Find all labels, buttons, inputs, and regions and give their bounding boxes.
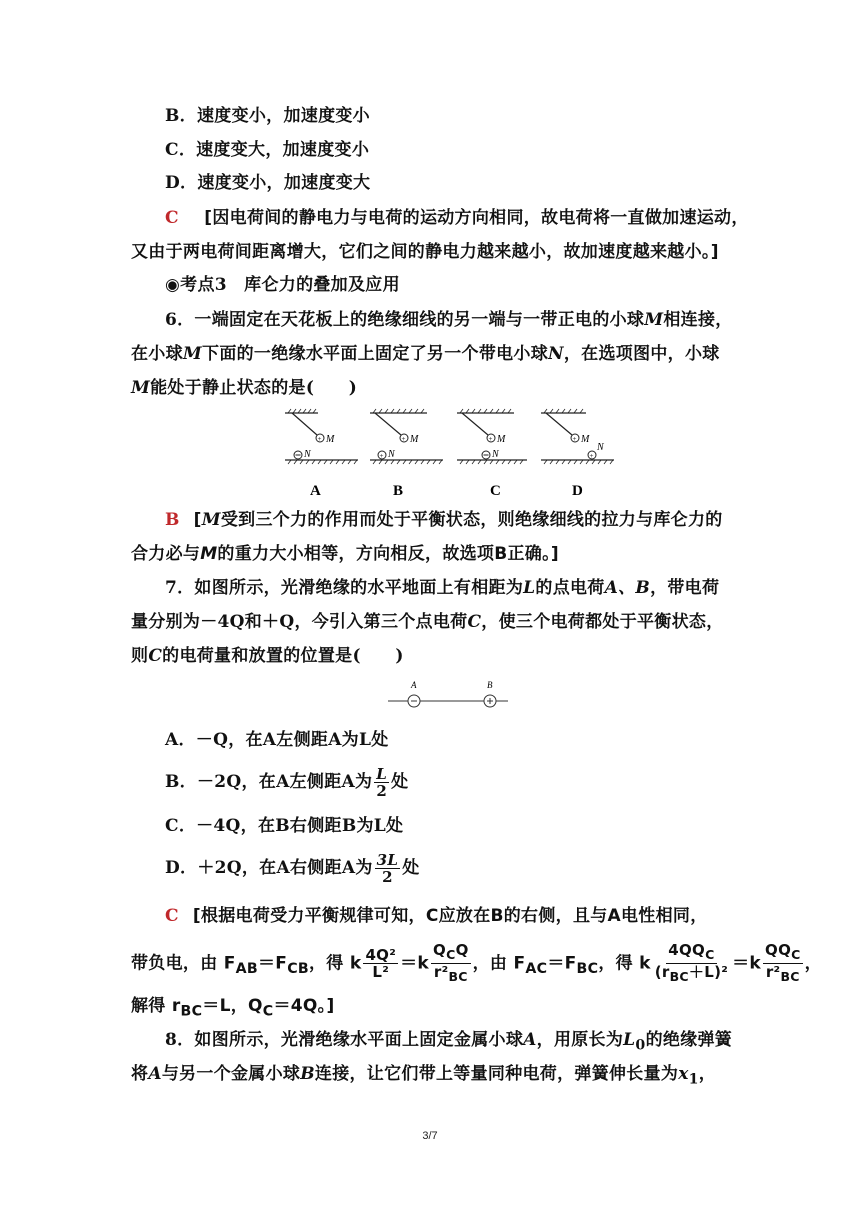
section-marker-icon: ◉ <box>165 275 181 295</box>
svg-text:N: N <box>492 449 499 460</box>
q6-explanation-line1: B [M受到三个力的作用而处于平衡状态，则绝缘细线的拉力与库仑力的 <box>165 510 723 530</box>
q5-explanation-line1: C [因电荷间的静电力与电荷的运动方向相同，故电荷将一直做加速运动， <box>165 208 749 228</box>
svg-text:+: + <box>317 435 322 443</box>
q7-stem-line2: 量分别为－4Q和＋Q，今引入第三个点电荷C，使三个电荷都处于平衡状态， <box>131 612 724 632</box>
svg-text:N: N <box>388 449 395 460</box>
q7-option-a: A．－Q，在A左侧距A为L处 <box>165 730 389 750</box>
q8-stem-line1: 8．如图所示，光滑绝缘水平面上固定金属小球A，用原长为$L_0$的绝缘弹簧 <box>165 1030 733 1054</box>
q6-options-figure <box>280 405 620 505</box>
svg-text:+: + <box>589 452 594 460</box>
q8-stem-line2: 将A与另一个金属小球B连接，让它们带上等量同种电荷，弹簧伸长量为$x_1$， <box>131 1064 717 1088</box>
q6-stem-line2: 在小球M下面的一绝缘水平面上固定了另一个带电小球N，在选项图中，小球 <box>131 344 720 364</box>
svg-text:+: + <box>401 435 406 443</box>
svg-text:M: M <box>497 434 506 445</box>
q7-option-d: D．＋2Q，在A右侧距A为 $\frac{3L}{2}$ 处 <box>165 851 420 886</box>
svg-text:M: M <box>581 434 590 445</box>
q5-answer: C <box>165 208 179 228</box>
q7-answer: C <box>165 906 179 926</box>
q6-label-a: A <box>310 483 321 499</box>
q5-option-d: D．速度变小，加速度变大 <box>165 173 371 193</box>
q7-figure <box>380 676 520 716</box>
q6-figure-a <box>285 409 358 464</box>
svg-text:N: N <box>597 442 604 453</box>
svg-text:M: M <box>410 434 419 445</box>
q6-stem-line1: 6．一端固定在天花板上的绝缘细线的另一端与一带正电的小球M相连接， <box>165 310 733 330</box>
q5-option-b: B．速度变小，加速度变小 <box>165 106 370 126</box>
section-heading: ◉考点3 库仑力的叠加及应用 <box>165 275 400 295</box>
q6-explanation-line2: 合力必与M的重力大小相等，方向相反，故选项B正确。] <box>131 544 559 564</box>
svg-text:+: + <box>379 452 384 460</box>
q6-label-c: C <box>490 483 501 499</box>
q7-explanation-line1: C [根据电荷受力平衡规律可知，C应放在B的右侧，且与A电性相同， <box>165 906 708 926</box>
q7-option-b: B．－2Q，在A左侧距A为 $\frac{L}{2}$ 处 <box>165 765 409 800</box>
q6-figure-b <box>370 409 443 464</box>
svg-text:M: M <box>326 434 335 445</box>
q7-explanation-line2: 带负电，由 $F_{AB}=F_{CB}$，得 k $\frac{\text{4Q²}}{\text{L²}}$ ＝k $\frac{Q_CQ}{r^2_{BC}}$ ，由 $F_{AC}=F_{BC}$，得 k $\frac{4QQ_C}{(r_{BC}+L)^2}$ ＝k $\frac{QQ_C}{r^2_{BC}}$ ， <box>131 941 822 984</box>
q6-label-d: D <box>572 483 583 499</box>
q7-stem-line3: 则C的电荷量和放置的位置是( ) <box>131 646 404 666</box>
q6-figure-d <box>541 409 614 464</box>
q7-stem-line1: 7．如图所示，光滑绝缘的水平地面上有相距为L的点电荷A、B，带电荷 <box>165 578 720 598</box>
svg-text:B: B <box>487 680 493 690</box>
page-number: 3/7 <box>422 1130 438 1142</box>
svg-text:+: + <box>488 435 493 443</box>
q6-figure-c <box>457 409 527 464</box>
q7-explanation-line3: 解得 $r_{BC}=L$，$Q_C=4Q$。] <box>131 996 335 1020</box>
q7-option-c: C．－4Q，在B右侧距B为L处 <box>165 816 404 836</box>
q6-stem-line3: M能处于静止状态的是( ) <box>131 378 358 398</box>
q6-answer: B <box>165 510 180 530</box>
svg-text:A: A <box>411 680 417 690</box>
q5-option-c: C．速度变大，加速度变小 <box>165 140 370 160</box>
q6-label-b: B <box>393 483 404 499</box>
q5-explanation-line2: 又由于两电荷间距离增大，它们之间的静电力越来越小，故加速度越来越小。] <box>131 242 719 262</box>
svg-text:+: + <box>572 435 577 443</box>
svg-text:N: N <box>304 449 311 460</box>
